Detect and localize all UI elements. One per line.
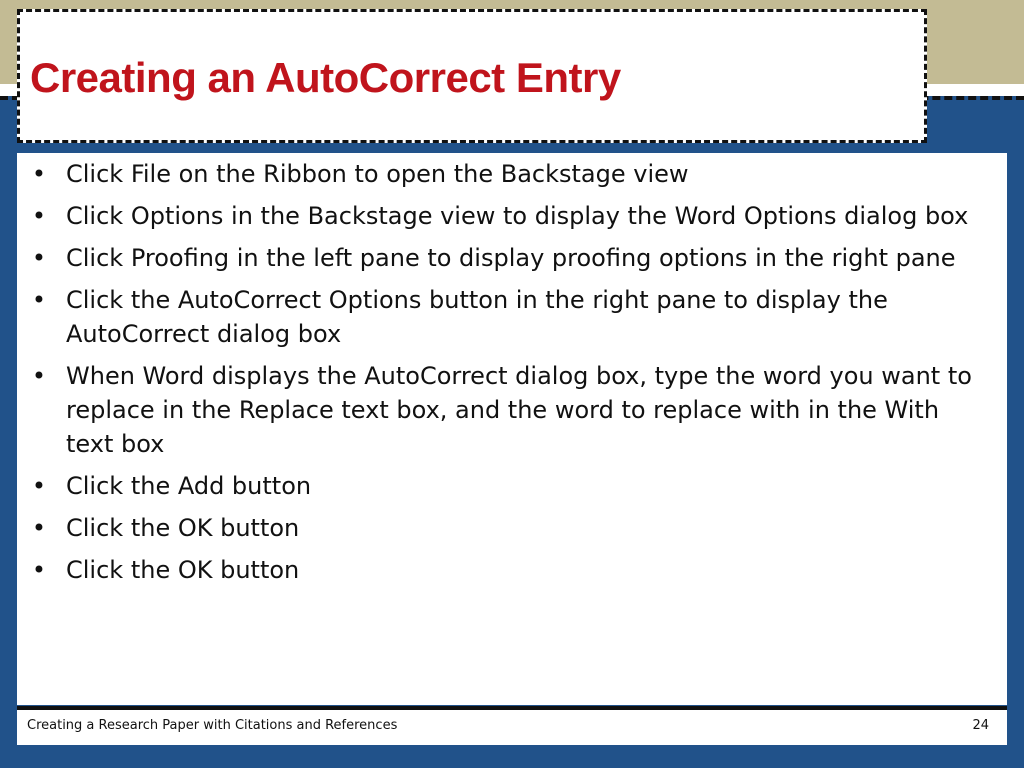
bullet-icon: •	[31, 556, 47, 584]
bullet-icon: •	[31, 514, 47, 542]
bullet-icon: •	[31, 286, 47, 314]
bullet-icon: •	[31, 160, 47, 188]
bullet-icon: •	[31, 472, 47, 500]
bullet-text: Click File on the Ribbon to open the Backstage view	[66, 160, 689, 188]
bullet-icon: •	[31, 362, 47, 390]
bullet-text: Click the Add button	[66, 472, 312, 500]
bullet-text: When Word displays the AutoCorrect dialog box, type the word you want to replace in the Replace text box, and the word to replace with in the With text box	[66, 362, 972, 458]
bullet-item	[27, 283, 993, 351]
page-number: 24	[972, 718, 989, 733]
bullet-text: Click Options in the Backstage view to display the Word Options dialog box	[66, 202, 969, 230]
slide-title: Creating an AutoCorrect Entry	[30, 54, 621, 101]
content-area	[17, 153, 1007, 705]
bullet-item	[27, 553, 993, 587]
bullet-text: Click the AutoCorrect Options button in the right pane to display the AutoCorrect dialog box	[66, 286, 888, 348]
bullet-icon: •	[31, 244, 47, 272]
bullet-item	[27, 157, 993, 191]
bullet-item	[27, 469, 993, 503]
bullet-item	[27, 241, 993, 275]
footer	[17, 710, 1007, 745]
footer-text: Creating a Research Paper with Citations and References	[27, 718, 398, 733]
bullet-item	[27, 511, 993, 545]
bullet-text: Click Proofing in the left pane to display proofing options in the right pane	[66, 244, 956, 272]
bullet-text: Click the OK button	[66, 514, 300, 542]
bullet-text: Click the OK button	[66, 556, 300, 584]
title-box	[17, 9, 927, 143]
bullet-icon: •	[31, 202, 47, 230]
bullet-item	[27, 199, 993, 233]
bullet-item	[27, 359, 993, 461]
bullet-list	[27, 157, 993, 587]
